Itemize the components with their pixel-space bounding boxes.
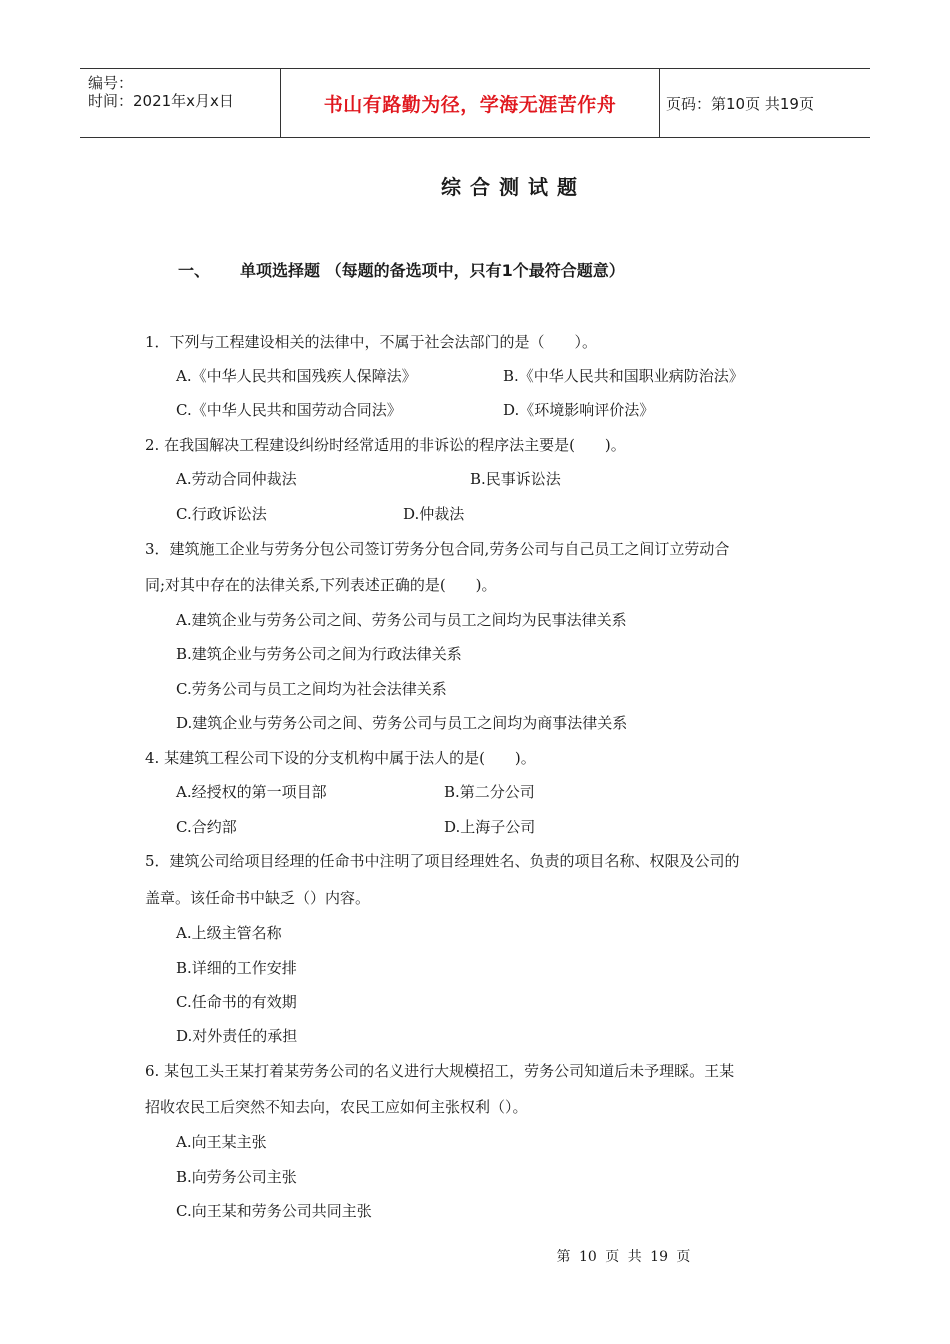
document-title: 综合测试题 [441,175,586,199]
question-4-text: 4. 某建筑工程公司下设的分支机构中属于法人的是( )。 [145,749,536,767]
question-3-option-a: A.建筑企业与劳务公司之间、劳务公司与员工之间均为民事法律关系 [176,611,627,629]
question-2-text: 2. 在我国解决工程建设纠纷时经常适用的非诉讼的程序法主要是( )。 [145,436,626,454]
question-6-text-line-2: 招收农民工后突然不知去向，农民工应如何主张权利（）。 [145,1098,528,1116]
question-5-option-d: D.对外责任的承担 [176,1027,298,1045]
question-5-text-line-1: 5．建筑公司给项目经理的任命书中注明了项目经理姓名、负责的项目名称、权限及公司的 [145,852,740,870]
question-1-text: 1．下列与工程建设相关的法律中，不属于社会法部门的是（ ）。 [145,333,598,351]
question-1-option-d: D.《环境影响评价法》 [503,401,655,419]
header-page-info: 页码：第10页 共19页 [666,94,814,113]
question-3-option-c: C.劳务公司与员工之间均为社会法律关系 [176,680,447,698]
question-2-option-b: B.民事诉讼法 [470,470,561,488]
question-3-option-b: B.建筑企业与劳务公司之间为行政法律关系 [176,645,462,663]
header-page-cell [660,69,870,137]
question-5-option-a: A.上级主管名称 [176,924,282,942]
question-4-option-b: B.第二分公司 [444,783,535,801]
section-number: 一、 [178,261,211,280]
question-1-option-b: B.《中华人民共和国职业病防治法》 [503,367,744,385]
question-6-option-a: A.向王某主张 [176,1133,267,1151]
question-2-option-c: C.行政诉讼法 [176,505,267,523]
document-number-label: 编号： [88,74,134,92]
document-time-label: 时间：2021年x月x日 [88,92,234,110]
question-4-option-c: C.合约部 [176,818,237,836]
question-3-option-d: D.建筑企业与劳务公司之间、劳务公司与员工之间均为商事法律关系 [176,714,628,732]
question-5-option-c: C.任命书的有效期 [176,993,297,1011]
question-1-option-a: A.《中华人民共和国残疾人保障法》 [176,367,417,385]
header-meta-cell [80,69,281,137]
question-4-option-d: D.上海子公司 [444,818,536,836]
question-3-text-line-2: 同;对其中存在的法律关系,下列表述正确的是( )。 [145,576,497,594]
question-2-option-d: D.仲裁法 [403,505,465,523]
question-3-text-line-1: 3．建筑施工企业与劳务分包公司签订劳务分包合同,劳务公司与自己员工之间订立劳动合 [145,540,730,558]
page-header [80,68,870,138]
question-6-option-c: C.向王某和劳务公司共同主张 [176,1202,372,1220]
question-4-option-a: A.经授权的第一项目部 [176,783,327,801]
question-5-text-line-2: 盖章。该任命书中缺乏（）内容。 [145,889,371,907]
question-5-option-b: B.详细的工作安排 [176,959,297,977]
question-6-text-line-1: 6. 某包工头王某打着某劳务公司的名义进行大规模招工，劳务公司知道后未予理睬。王某 [145,1062,735,1080]
section-title: 单项选择题 （每题的备选项中，只有1个最符合题意） [240,261,625,280]
question-2-option-a: A.劳动合同仲裁法 [176,470,297,488]
header-motto-cell [281,69,660,137]
page-footer: 第 10 页 共 19 页 [556,1249,691,1265]
question-1-option-c: C.《中华人民共和国劳动合同法》 [176,401,402,419]
header-motto: 书山有路勤为径，学海无涯苦作舟 [323,93,617,116]
question-6-option-b: B.向劳务公司主张 [176,1168,297,1186]
